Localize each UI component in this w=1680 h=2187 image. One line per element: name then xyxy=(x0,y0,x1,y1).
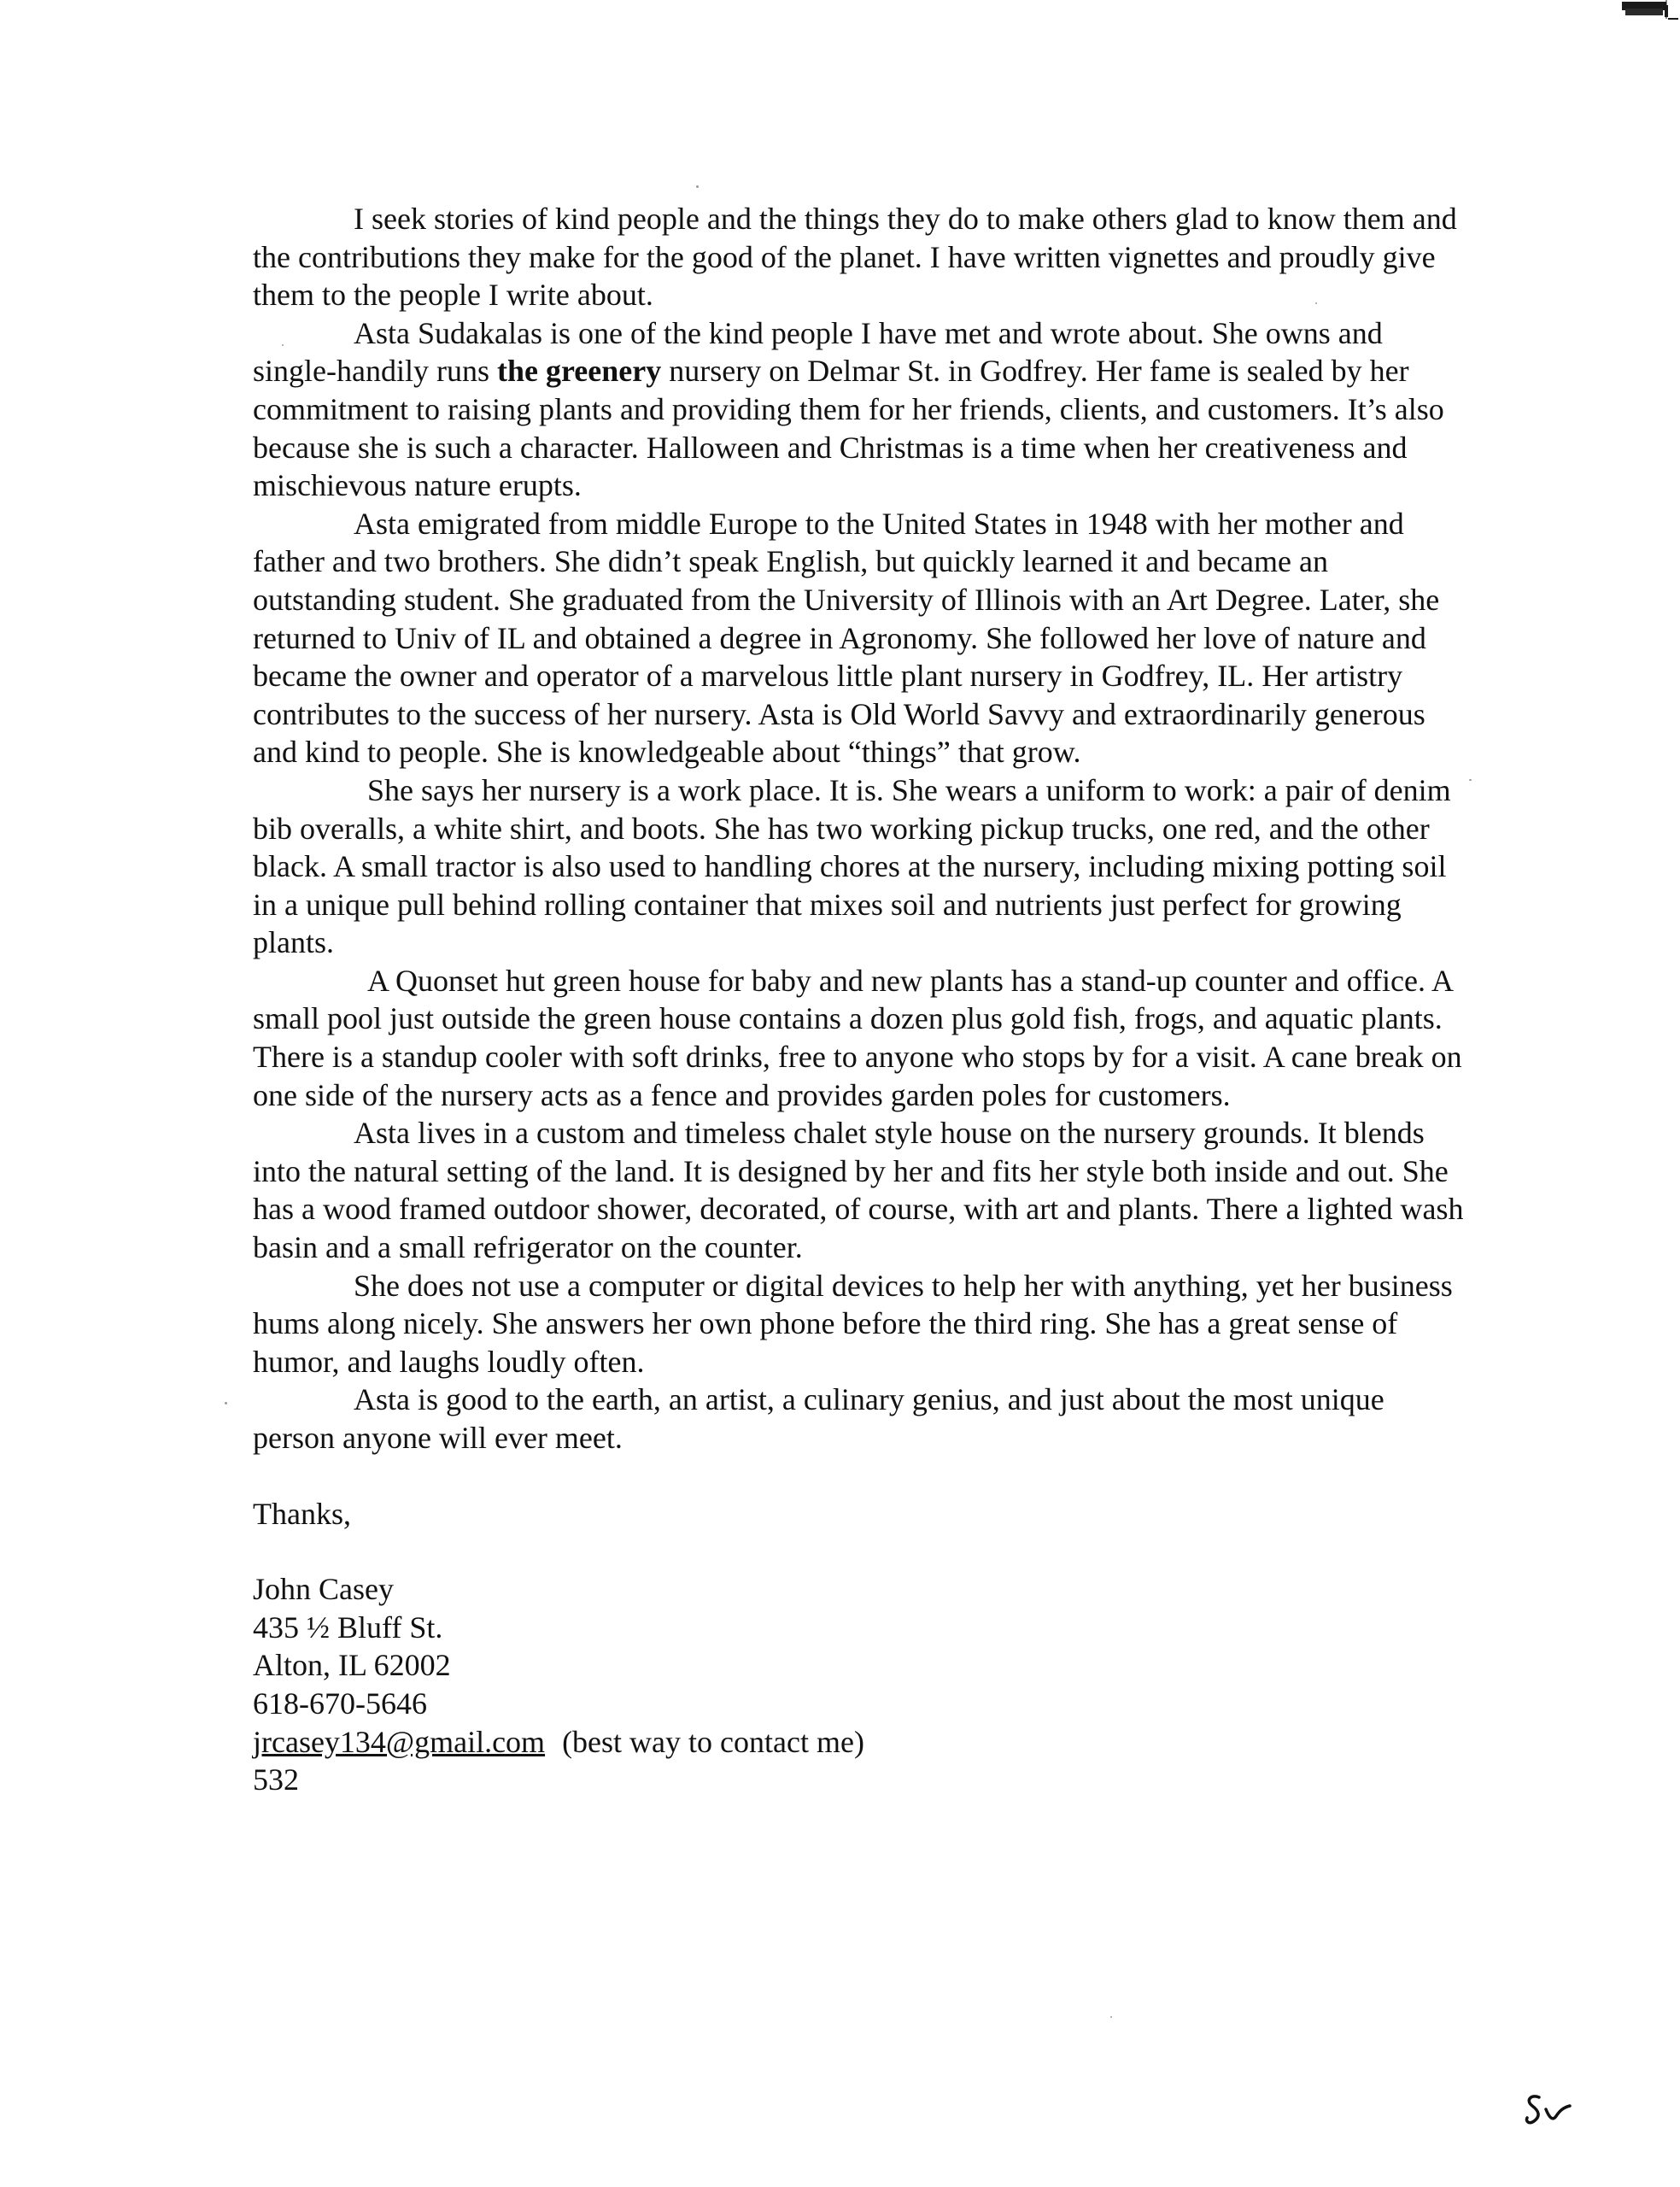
sender-name: John Casey xyxy=(253,1572,394,1607)
paragraph-background: Asta emigrated from middle Europe to the United States in 1948 with her mother and father and two brothers. She didn’t speak English, but quickly learned it and became an outstanding student. She graduated from the University of Illinois with an Art Degree. Later, she returned to Univ of IL and obtained a degree in Agronomy. She followed her love of nature and became the owner and operator of a marvelous little plant nursery in Godfrey, IL. Her artistry contributes to the success of her nursery. Asta is Old World Savvy and extraordinarily generous and kind to people. She is knowledgeable about “things” that grow. xyxy=(253,506,1440,770)
paragraph-greenhouse: A Quonset hut green house for baby and new plants has a stand-up counter and office. A small pool just outside the green house contains a dozen plus gold fish, frogs, and aquatic plants. There is a standup cooler with soft drinks, free to anyone who stops by for a visit. A cane break on one side of the nursery acts as a fence and provides garden poles for customers. xyxy=(253,963,1462,1112)
paragraph-conclusion: Asta is good to the earth, an artist, a culinary genius, and just about the most unique person anyone will ever meet. xyxy=(253,1382,1384,1455)
paragraph-house: Asta lives in a custom and timeless chalet style house on the nursery grounds. It blends into the natural setting of the land. It is designed by her and fits her style both inside and out. She has a wood framed outdoor shower, decorated, of course, with art and plants. There a lighted wash basin and a small refrigerator on the counter. xyxy=(253,1116,1464,1265)
paragraph-intro: I seek stories of kind people and the things they do to make others glad to know them and the contributions they make for the good of the planet. I have written vignettes and proudly give them to the people I write about. xyxy=(253,202,1457,313)
scan-speck xyxy=(696,185,699,188)
paragraph-business: She does not use a computer or digital devices to help her with anything, yet her business hums along nicely. She answers her own phone before the third ring. She has a great sense of humor, and laughs loudly often. xyxy=(253,1268,1453,1379)
signature-block xyxy=(253,1570,1466,1799)
closing-line: Thanks, xyxy=(253,1496,351,1531)
paragraph-workplace: She says her nursery is a work place. It is. She wears a uniform to work: a pair of denim bib overalls, a white shirt, and boots. She has two working pickup trucks, one red, and the other black. A small tractor is also used to handling chores at the nursery, including mixing potting soil in a unique pull behind rolling container that mixes soil and nutrients just perfect for growing plants. xyxy=(253,772,1451,960)
handwritten-initials xyxy=(1520,2089,1589,2131)
scan-speck xyxy=(1469,779,1472,781)
paragraph-asta-intro-text-a: Asta Sudakalas is one of the kind people I have met and wrote about. She owns and single-handily runs xyxy=(253,315,1383,389)
sender-email-link[interactable]: jrcasey134@gmail.com xyxy=(253,1724,546,1759)
scan-speck xyxy=(282,344,284,346)
sender-street: 435 ½ Bluff St. xyxy=(253,1609,443,1645)
paragraph-asta-intro-text-b: nursery on Delmar St. in Godfrey. Her fame is sealed by her commitment to raising plants and providing them for her friends, clients, and customers. It’s also because she is such a character. Halloween and Christmas is a time when her creativeness and mischievous nature erupts. xyxy=(253,354,1444,503)
sender-phone: 618-670-5646 xyxy=(253,1686,427,1721)
scan-speck xyxy=(225,1402,227,1404)
sender-city: Alton, IL 62002 xyxy=(253,1648,451,1683)
letter-body xyxy=(253,200,1466,1799)
paragraph-asta-intro xyxy=(253,314,1466,505)
scan-speck xyxy=(1110,2016,1112,2018)
sender-email-note: (best way to contact me) xyxy=(562,1724,864,1759)
nursery-name: the greenery xyxy=(496,354,662,389)
scan-corner-mark xyxy=(1617,0,1678,22)
sender-email-line xyxy=(253,1723,1466,1762)
scan-speck xyxy=(1315,302,1317,304)
reference-number: 532 xyxy=(253,1762,299,1797)
